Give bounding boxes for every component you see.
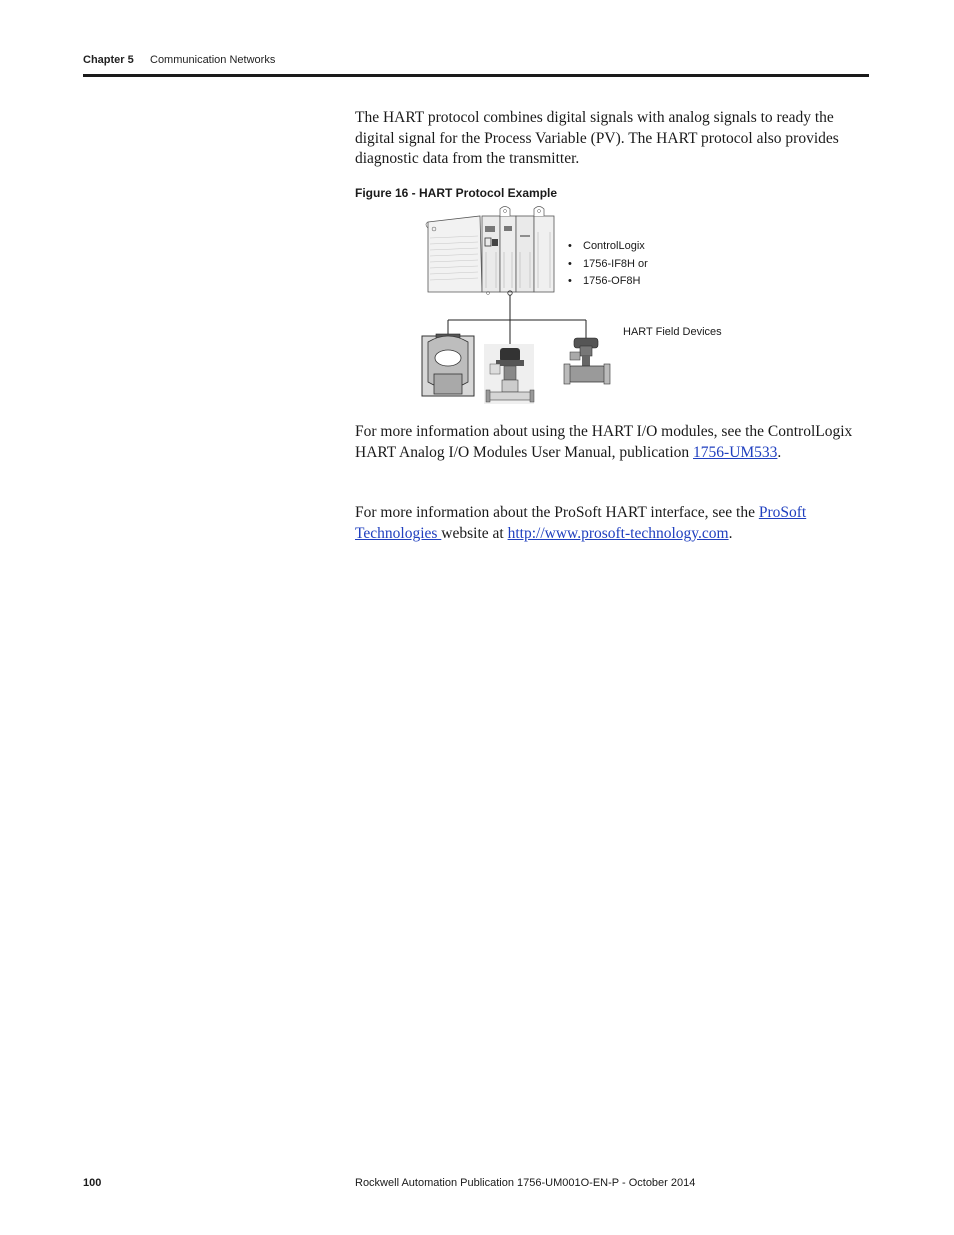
field-devices-label: HART Field Devices — [623, 326, 722, 338]
prosoft-technologies-link[interactable]: ProSoft Technologies — [355, 504, 807, 542]
prosoft-mid-text: website at — [441, 524, 508, 542]
page-number: 100 — [83, 1177, 102, 1189]
hart-modules-suffix: . — [777, 443, 782, 461]
header-rule — [83, 74, 869, 77]
hart-diagram — [420, 202, 620, 408]
hart-modules-paragraph — [355, 422, 865, 463]
page-header — [83, 54, 868, 66]
controllogix-chassis-illustration — [426, 207, 554, 296]
prosoft-suffix: . — [728, 524, 733, 542]
section-title: Communication Networks — [150, 54, 276, 66]
publication-footer: Rockwell Automation Publication 1756-UM001O-EN-P - October 2014 — [355, 1177, 696, 1189]
flowmeter-device-illustration — [422, 334, 474, 396]
module-list-item: • 1756-IF8H or — [568, 256, 648, 274]
chapter-label: Chapter 5 — [83, 54, 134, 66]
intro-paragraph: The HART protocol combines digital signals with analog signals to ready the digital signal for the Process Variable (PV). The HART protocol also provides diagnostic data from the transmitter. — [355, 109, 839, 167]
transmitter-device-illustration — [484, 344, 534, 404]
figure-caption: Figure 16 - HART Protocol Example — [355, 186, 558, 200]
module-list-item: • 1756-OF8H — [568, 273, 648, 291]
prosoft-paragraph — [355, 503, 865, 544]
module-list — [568, 238, 648, 291]
prosoft-url-link[interactable]: http://www.prosoft-technology.com — [507, 524, 729, 542]
prosoft-text: For more information about the ProSoft HART interface, see the — [355, 504, 759, 521]
control-valve-illustration — [564, 338, 610, 384]
hart-modules-text: For more information about using the HART I/O modules, see the ControlLogix HART Analog I/O Modules User Manual, publication — [355, 423, 853, 461]
module-list-item: • ControlLogix — [568, 238, 648, 256]
um533-link[interactable]: 1756-UM533 — [693, 443, 778, 461]
